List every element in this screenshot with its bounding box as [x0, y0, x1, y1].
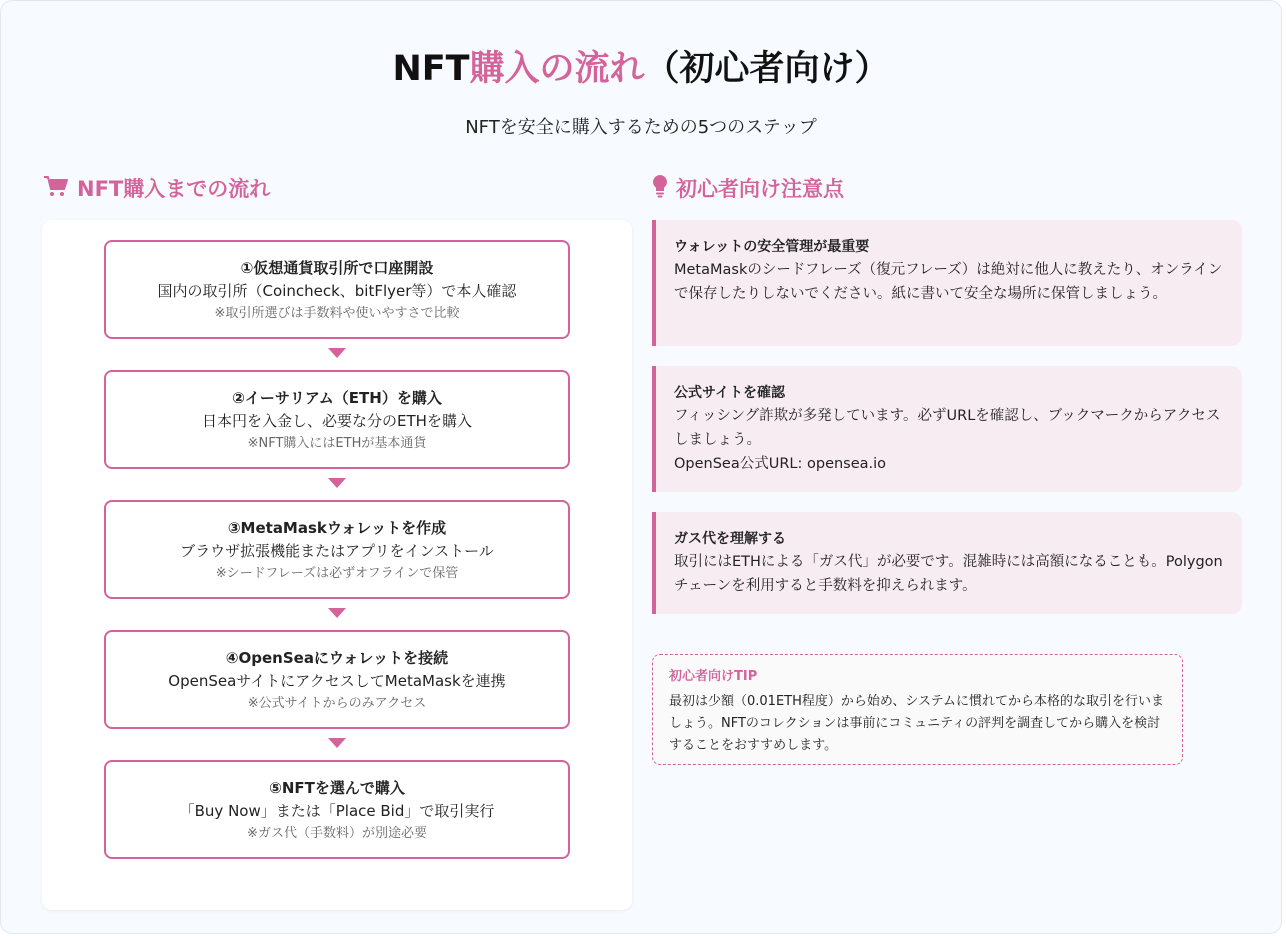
tip-title: 初心者向けTIP: [669, 669, 758, 684]
arrow-down-icon: [328, 348, 346, 358]
step-title: ①仮想通貨取引所で口座開設: [240, 259, 434, 277]
step-note: ※ガス代（手数料）が別途必要: [247, 826, 427, 841]
note-title: ウォレットの安全管理が最重要: [674, 239, 870, 255]
note-desc: フィッシング詐欺が多発しています。必ずURLを確認し、ブックマークからアクセスしましょう。: [674, 408, 1221, 448]
step-note: ※シードフレーズは必ずオフラインで保管: [215, 566, 459, 581]
note-url: OpenSea公式URL: opensea.io: [674, 456, 887, 472]
step-desc: 「Buy Now」または「Place Bid」で取引実行: [179, 802, 495, 820]
step-note: ※NFT購入にはETHが基本通貨: [247, 436, 427, 451]
title-prefix: NFT: [392, 49, 470, 89]
arrow-down-icon: [328, 478, 346, 488]
step-title: ⑤NFTを選んで購入: [269, 779, 405, 797]
notes-heading-text: 初心者向け注意点: [676, 177, 844, 201]
step-desc: 日本円を入金し、必要な分のETHを購入: [202, 412, 472, 430]
flow-card: [42, 220, 632, 910]
step-title: ④OpenSeaにウォレットを接続: [225, 649, 449, 667]
note-official-site: [652, 366, 1242, 492]
note-desc: MetaMaskのシードフレーズ（復元フレーズ）は絶対に他人に教えたり、オンラインで保存したりしないでください。紙に書いて安全な場所に保管しましょう。: [674, 262, 1223, 302]
note-gas-fee: [652, 512, 1242, 614]
title-highlight: 購入の流れ: [469, 49, 645, 89]
lightbulb-icon: [652, 174, 668, 203]
step-title: ③MetaMaskウォレットを作成: [227, 519, 447, 537]
step-3: [104, 500, 570, 599]
cart-icon: [43, 175, 69, 202]
step-desc: OpenSeaサイトにアクセスしてMetaMaskを連携: [168, 672, 506, 690]
flow-heading-text: NFT購入までの流れ: [77, 177, 271, 201]
step-desc: 国内の取引所（Coincheck、bitFlyer等）で本人確認: [157, 282, 517, 300]
page-subtitle: NFTを安全に購入するための5つのステップ: [465, 117, 817, 138]
step-4: [104, 630, 570, 729]
step-title: ②イーサリアム（ETH）を購入: [232, 389, 442, 407]
page-title: [1, 41, 1281, 91]
step-note: ※公式サイトからのみアクセス: [247, 696, 427, 711]
arrow-down-icon: [328, 738, 346, 748]
arrow-down-icon: [328, 608, 346, 618]
step-5: [104, 760, 570, 859]
step-note: ※取引所選びは手数料や使いやすさで比較: [214, 306, 460, 321]
step-2: [104, 370, 570, 469]
note-title: 公式サイトを確認: [674, 385, 786, 401]
tip-desc: 最初は少額（0.01ETH程度）から始め、システムに慣れてから本格的な取引を行いましょう。NFTのコレクションは事前にコミュニティの評判を調査してから購入を検討することをおすすめします。: [669, 694, 1165, 753]
step-desc: ブラウザ拡張機能またはアプリをインストール: [180, 542, 494, 560]
notes-heading: [652, 173, 844, 203]
step-1: [104, 240, 570, 339]
title-suffix: （初心者向け）: [644, 49, 890, 89]
note-desc: 取引にはETHによる「ガス代」が必要です。混雑時には高額になることも。Polygonチェーンを利用すると手数料を抑えられます。: [674, 554, 1223, 594]
note-title: ガス代を理解する: [674, 531, 786, 547]
note-wallet-safety: [652, 220, 1242, 346]
tip-box: [652, 654, 1183, 765]
flow-heading: [43, 173, 270, 203]
